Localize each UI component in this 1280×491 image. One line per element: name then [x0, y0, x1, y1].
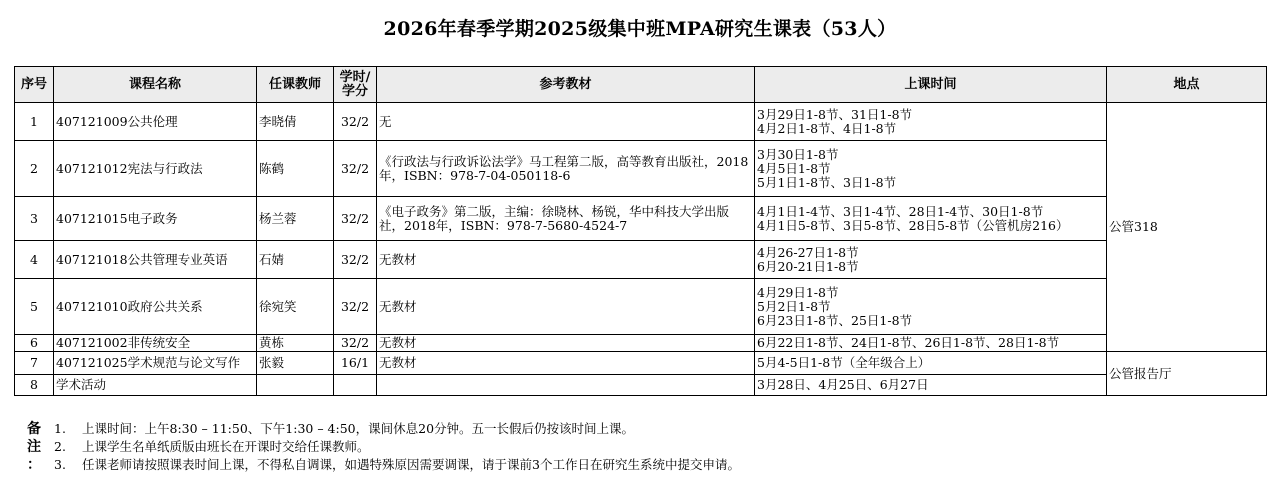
header-credit	[334, 67, 377, 103]
row-textbook: 无	[377, 103, 755, 141]
notes-marker-char: ：	[27, 457, 41, 473]
row-time	[755, 375, 1107, 396]
row-teacher: 石婧	[257, 241, 334, 279]
table-row	[15, 103, 1267, 141]
row-teacher	[257, 375, 334, 396]
row-textbook: 《行政法与行政诉讼法学》马工程第二版，高等教育出版社，2018年，ISBN：978-7-04-050118-6	[377, 141, 755, 197]
row-credit: 32/2	[334, 197, 377, 241]
time-line: 4月5日1-8节	[757, 160, 831, 176]
row-textbook	[377, 375, 755, 396]
header-credit-line1: 学时/	[339, 69, 371, 85]
row-index: 3	[15, 197, 54, 241]
row-textbook: 无教材	[377, 352, 755, 375]
time-line: 4月29日1-8节	[757, 284, 839, 300]
time-line: 4月1日1-4节、3日1-4节、28日1-4节、30日1-8节	[757, 203, 1044, 219]
page-title: 2026年春季学期2025级集中班MPA研究生课表（53人）	[383, 18, 897, 40]
row-time	[755, 241, 1107, 279]
row-course: 407121002非传统安全	[54, 335, 257, 352]
row-course: 407121015电子政务	[54, 197, 257, 241]
row-credit: 16/1	[334, 352, 377, 375]
time-line: 6月20-21日1-8节	[757, 258, 859, 274]
header-location: 地点	[1107, 67, 1267, 103]
note-text: 上课时间：上午8:30 – 11:50、下午1:30 – 4:50，课间休息20分钟。五一长假后仍按该时间上课。	[82, 421, 635, 436]
table-row	[15, 279, 1267, 335]
row-credit: 32/2	[334, 241, 377, 279]
schedule-table	[14, 66, 1267, 396]
row-index: 1	[15, 103, 54, 141]
table-row	[15, 352, 1267, 375]
header-course: 课程名称	[54, 67, 257, 103]
row-credit: 32/2	[334, 141, 377, 197]
row-teacher: 黄栋	[257, 335, 334, 352]
row-time	[755, 103, 1107, 141]
table-row	[15, 141, 1267, 197]
row-time	[755, 335, 1107, 352]
note-number: 3.	[54, 457, 66, 472]
note-item	[54, 420, 1254, 438]
row-teacher: 徐宛笑	[257, 279, 334, 335]
notes-marker	[26, 420, 42, 474]
time-line: 4月26-27日1-8节	[757, 244, 859, 260]
row-course: 407121012宪法与行政法	[54, 141, 257, 197]
header-index: 序号	[15, 67, 54, 103]
row-course: 407121018公共管理专业英语	[54, 241, 257, 279]
row-index: 8	[15, 375, 54, 396]
notes-marker-char: 备	[27, 421, 41, 437]
row-index: 2	[15, 141, 54, 197]
row-time	[755, 352, 1107, 375]
header-textbook: 参考教材	[377, 67, 755, 103]
time-line: 6月22日1-8节、24日1-8节、26日1-8节、28日1-8节	[757, 335, 1060, 350]
row-course: 学术活动	[54, 375, 257, 396]
note-text: 上课学生名单纸质版由班长在开课时交给任课教师。	[82, 439, 370, 454]
row-credit	[334, 375, 377, 396]
time-line: 5月1日1-8节、3日1-8节	[757, 174, 897, 190]
row-credit: 32/2	[334, 279, 377, 335]
note-item	[54, 438, 1254, 456]
time-line: 3月30日1-8节	[757, 146, 839, 162]
time-line: 5月2日1-8节	[757, 298, 831, 314]
time-line: 5月4-5日1-8节（全年级合上）	[757, 355, 931, 370]
row-index: 4	[15, 241, 54, 279]
row-index: 6	[15, 335, 54, 352]
table-row	[15, 335, 1267, 352]
row-teacher: 李晓倩	[257, 103, 334, 141]
row-course: 407121025学术规范与论文写作	[54, 352, 257, 375]
note-item	[54, 456, 1254, 474]
row-time	[755, 141, 1107, 197]
header-credit-line2: 学分	[341, 83, 368, 99]
row-teacher: 杨兰蓉	[257, 197, 334, 241]
row-index: 5	[15, 279, 54, 335]
note-number: 2.	[54, 439, 66, 454]
row-credit: 32/2	[334, 335, 377, 352]
time-line: 4月1日5-8节、3日5-8节、28日5-8节（公管机房216）	[757, 217, 1069, 233]
header-teacher: 任课教师	[257, 67, 334, 103]
time-line: 4月2日1-8节、4日1-8节	[757, 120, 897, 136]
location-hall: 公管报告厅	[1107, 352, 1267, 396]
header-time: 上课时间	[755, 67, 1107, 103]
row-time	[755, 279, 1107, 335]
note-number: 1.	[54, 421, 66, 436]
notes-list	[54, 420, 1254, 474]
row-course: 407121010政府公共关系	[54, 279, 257, 335]
row-index: 7	[15, 352, 54, 375]
table-header-row	[15, 67, 1267, 103]
time-line: 3月28日、4月25日、6月27日	[757, 377, 929, 392]
table-row	[15, 197, 1267, 241]
note-text: 任课老师请按照课表时间上课，不得私自调课，如遇特殊原因需要调课，请于课前3个工作日在研究生系统中提交申请。	[82, 457, 740, 472]
notes-marker-char: 注	[27, 439, 41, 455]
row-textbook: 无教材	[377, 335, 755, 352]
location-main: 公管318	[1107, 103, 1267, 352]
table-row	[15, 241, 1267, 279]
row-course: 407121009公共伦理	[54, 103, 257, 141]
row-credit: 32/2	[334, 103, 377, 141]
time-line: 6月23日1-8节、25日1-8节	[757, 312, 913, 328]
row-teacher: 张毅	[257, 352, 334, 375]
row-textbook: 《电子政务》第二版，主编：徐晓林、杨锐，华中科技大学出版社，2018年，ISBN：978-7-5680-4524-7	[377, 197, 755, 241]
row-teacher: 陈鹤	[257, 141, 334, 197]
row-textbook: 无教材	[377, 279, 755, 335]
row-time	[755, 197, 1107, 241]
table-row	[15, 375, 1267, 396]
time-line: 3月29日1-8节、31日1-8节	[757, 106, 913, 122]
row-textbook: 无教材	[377, 241, 755, 279]
